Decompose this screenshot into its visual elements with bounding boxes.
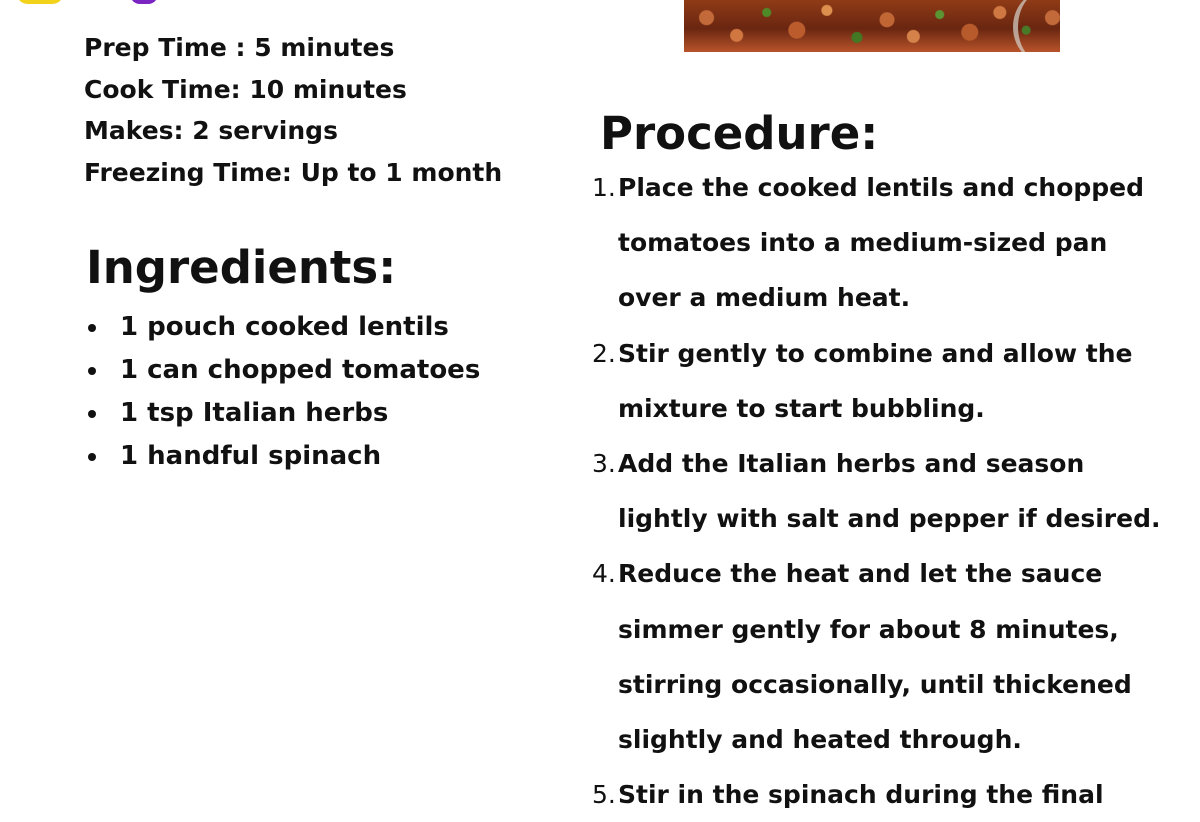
step-number: 2. [592,338,616,368]
procedure-list [592,160,1182,822]
step-line: Place the cooked lentils and chopped [618,173,1145,202]
brand-logo-fragment [0,0,180,8]
step-number: 1. [592,173,616,202]
bullet-icon [88,410,96,418]
ingredients-heading: Ingredients: [86,241,397,294]
ingredient-item [86,306,480,349]
procedure-step [592,326,1182,436]
step-line: Stir in the spinach during the final [618,780,1104,810]
step-line: tomatoes into a medium-sized pan [618,228,1108,258]
freezing-time: Freezing Time: Up to 1 month [84,157,503,187]
step-line: stirring occasionally, until thickened [618,669,1132,699]
food-photo-icon [684,0,1060,52]
ingredient-item [86,349,480,392]
servings: Makes: 2 servings [84,116,338,145]
ingredient-text: 1 pouch cooked lentils [120,312,449,342]
bullet-icon [88,453,96,461]
procedure-heading: Procedure: [600,107,879,160]
step-line: slightly and heated through. [618,725,1022,755]
procedure-step [592,767,1182,822]
ingredients-list [86,306,480,478]
bullet-icon [88,324,96,332]
prep-time: Prep Time : 5 minutes [84,33,395,62]
step-line: simmer gently for about 8 minutes, [618,614,1119,644]
step-line: Reduce the heat and let the sauce [618,559,1103,589]
step-line: over a medium heat. [618,283,911,313]
ingredient-item [86,392,480,435]
procedure-step [592,546,1182,767]
step-line: lightly with salt and pepper if desired. [618,504,1161,534]
logo-purple-shape-icon [130,0,158,4]
procedure-step [592,436,1182,546]
cook-time: Cook Time: 10 minutes [84,74,407,104]
step-line: Add the Italian herbs and season [618,449,1085,479]
logo-yellow-shape-icon [16,0,64,4]
ingredient-text: 1 handful spinach [120,441,382,471]
step-line: mixture to start bubbling. [618,393,985,423]
step-number: 5. [592,780,616,810]
ingredient-text: 1 can chopped tomatoes [120,355,481,385]
step-number: 4. [592,559,616,589]
recipe-meta [84,27,514,193]
ingredient-item [86,435,480,478]
step-number: 3. [592,449,616,479]
bullet-icon [88,367,96,375]
step-line: Stir gently to combine and allow the [618,338,1133,368]
ingredient-text: 1 tsp Italian herbs [120,398,389,428]
procedure-step [592,160,1182,326]
